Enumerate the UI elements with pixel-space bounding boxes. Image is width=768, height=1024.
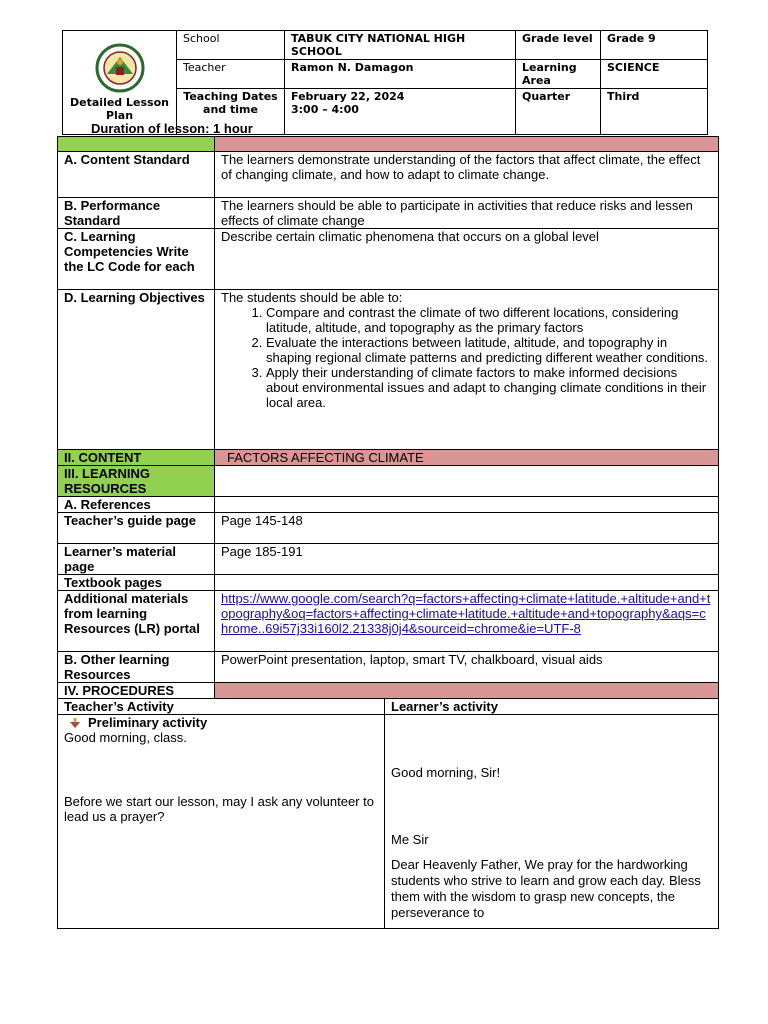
teachers-guide-value: Page 145-148 (215, 513, 719, 544)
learning-resources-label: III. LEARNING RESOURCES (58, 466, 215, 497)
school-seal-logo (93, 43, 147, 93)
blank-pink-cell (215, 137, 719, 152)
procedures-value (215, 683, 719, 699)
teaching-dates-key: Teaching Dates and time (177, 89, 285, 135)
learning-competencies-text: Describe certain climatic phenomena that occurs on a global level (215, 229, 719, 290)
references-label: A. References (58, 497, 215, 513)
objectives-intro: The students should be able to: (221, 290, 403, 305)
school-key: School (177, 31, 285, 60)
teacher-value: Ramon N. Damagon (285, 60, 516, 89)
objective-item: 3. Apply their understanding of climate factors to make informed decisions about environmental issues and adapt to changing climate conditions in their local area. (266, 365, 712, 410)
document-type-label: Detailed Lesson Plan (70, 96, 169, 122)
content-label: II. CONTENT (58, 450, 215, 466)
learning-objectives-cell (215, 290, 719, 450)
lesson-header-table (62, 30, 708, 135)
learner-line: Good morning, Sir! (391, 765, 501, 780)
objectives-list (221, 305, 712, 410)
textbook-pages-value (215, 575, 719, 591)
teaching-date: February 22, 2024 (291, 90, 405, 103)
preliminary-activity-label: Preliminary activity (88, 715, 208, 730)
textbook-pages-label: Textbook pages (58, 575, 215, 591)
learning-objectives-label: D. Learning Objectives (58, 290, 215, 450)
learner-line: Dear Heavenly Father, We pray for the hardworking students who strive to learn and grow each day. Bless them with the wisdom to grasp new concepts, the perseverance to (391, 857, 701, 920)
teacher-activity-header: Teacher’s Activity (58, 699, 385, 715)
learning-resources-value (215, 466, 719, 497)
objective-item: 2. Evaluate the interactions between latitude, altitude, and topography in shaping regional climate patterns and predicting different weather conditions. (266, 335, 712, 365)
down-arrow-bullet-icon (70, 718, 80, 728)
additional-materials-cell (215, 591, 719, 652)
learning-area-key: Learning Area (516, 60, 601, 89)
performance-standard-text: The learners should be able to participate in activities that reduce risks and lessen effects of climate change (215, 198, 719, 229)
grade-level-value: Grade 9 (601, 31, 708, 60)
learner-line: Me Sir (391, 832, 429, 847)
objective-item: 1. Compare and contrast the climate of two different locations, considering latitude, altitude, and topography as the primary factors (266, 305, 712, 335)
teacher-line: Before we start our lesson, may I ask any volunteer to lead us a prayer? (64, 794, 374, 824)
other-resources-label: B. Other learning Resources (58, 652, 215, 683)
learners-material-label: Learner’s material page (58, 544, 215, 575)
lesson-plan-table (57, 136, 719, 699)
learners-material-value: Page 185-191 (215, 544, 719, 575)
content-topic: FACTORS AFFECTING CLIMATE (215, 450, 719, 466)
school-value: TABUK CITY NATIONAL HIGH SCHOOL (285, 31, 516, 60)
learning-area-value: SCIENCE (601, 60, 708, 89)
quarter-value: Third (601, 89, 708, 135)
teacher-activity-cell (58, 715, 385, 929)
blank-green-cell (58, 137, 215, 152)
additional-materials-label: Additional materials from learning Resources (LR) portal (58, 591, 215, 652)
activities-table (57, 698, 719, 929)
learner-activity-cell (385, 715, 719, 929)
school-logo-cell (63, 31, 177, 135)
teaching-dates-value (285, 89, 516, 135)
content-standard-label: A. Content Standard (58, 152, 215, 198)
performance-standard-label: B. Performance Standard (58, 198, 215, 229)
quarter-key: Quarter (516, 89, 601, 135)
learning-competencies-label: C. Learning Competencies Write the LC Code for each (58, 229, 215, 290)
content-standard-text: The learners demonstrate understanding of the factors that affect climate, the effect of changing climate, and how to adapt to climate change. (215, 152, 719, 198)
grade-level-key: Grade level (516, 31, 601, 60)
teacher-key: Teacher (177, 60, 285, 89)
other-resources-value: PowerPoint presentation, laptop, smart TV, chalkboard, visual aids (215, 652, 719, 683)
teaching-time: 3:00 – 4:00 (291, 103, 359, 116)
teacher-line: Good morning, class. (64, 730, 187, 745)
references-value (215, 497, 719, 513)
preliminary-activity-heading (64, 715, 378, 730)
learner-activity-header: Learner’s activity (385, 699, 719, 715)
duration-label: Duration of lesson: 1 hour (91, 121, 253, 136)
procedures-label: IV. PROCEDURES (58, 683, 215, 699)
teachers-guide-label: Teacher’s guide page (58, 513, 215, 544)
lr-portal-link[interactable]: https://www.google.com/search?q=factors+affecting+climate+latitude.+altitude+and+topography&oq=factors+affecting+climate+latitude.+altitude+and+topography&aqs=chrome..69i57j33i160l2.21338j0j4&sourceid=chrome&ie=UTF-8 (221, 591, 711, 636)
